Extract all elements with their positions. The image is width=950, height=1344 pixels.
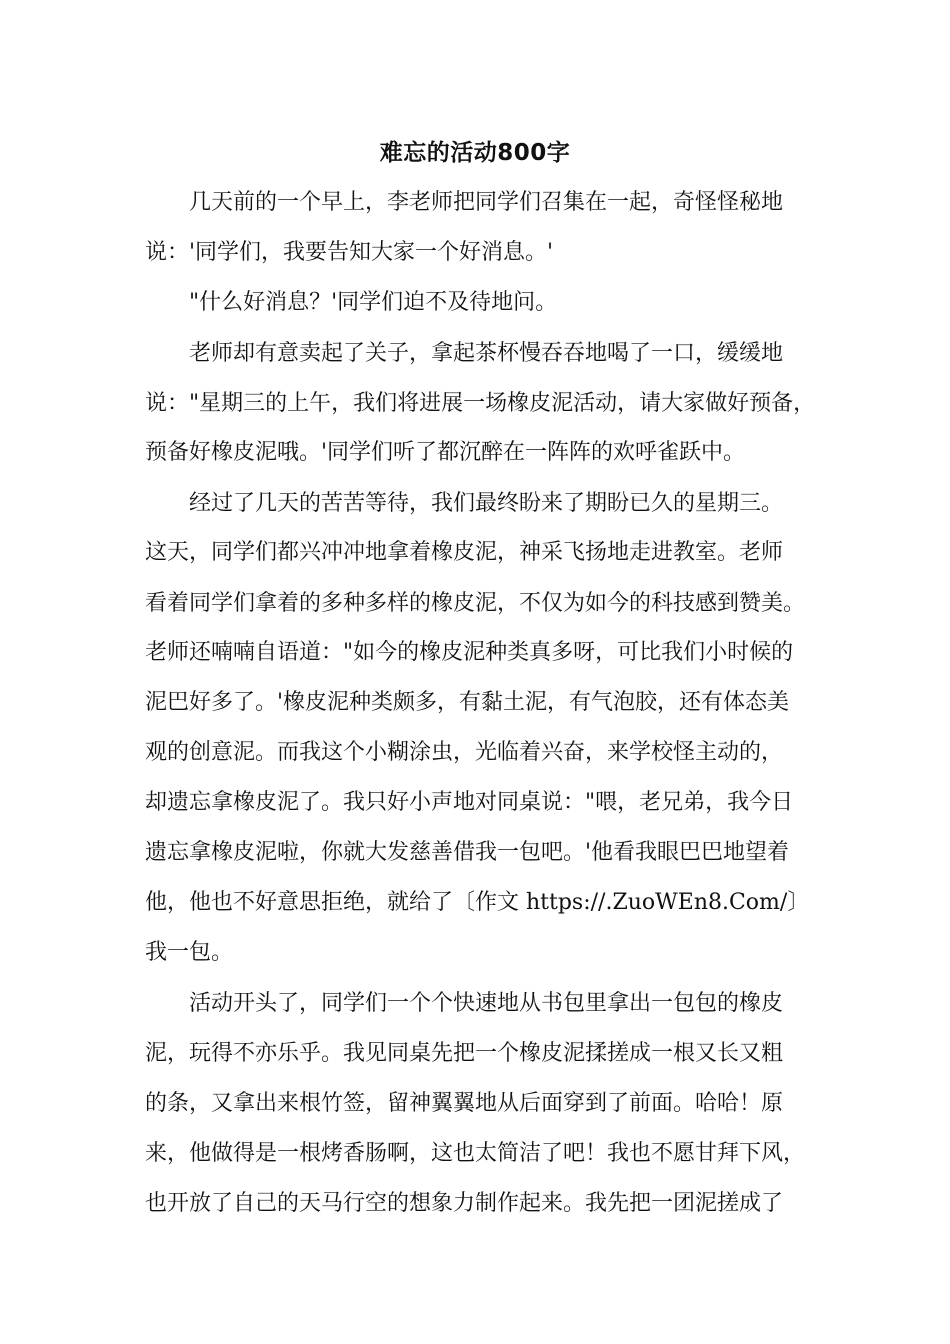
paragraph-line: 这天，同学们都兴冲冲地拿着橡皮泥，神采飞扬地走进教室。老师 (145, 540, 784, 565)
paragraph-line: 说：'同学们，我要告知大家一个好消息。' (145, 240, 554, 265)
paragraph-line: 说："星期三的上午，我们将进展一场橡皮泥活动，请大家做好预备， (145, 391, 816, 416)
paragraph-line: 活动开头了，同学们一个个快速地从书包里拿出一包包的橡皮 (145, 991, 784, 1016)
paragraph-line: 却遗忘拿橡皮泥了。我只好小声地对同桌说："喂，老兄弟，我今日 (145, 790, 794, 815)
paragraph-line: 的条，又拿出来根竹签，留神翼翼地从后面穿到了前面。哈哈！原 (145, 1091, 784, 1116)
paragraph-line: 他，他也不好意思拒绝，就给了〔作文 https://.ZuoWEn8.Com/〕 (145, 890, 810, 915)
paragraph-line: 经过了几天的苦苦等待，我们最终盼来了期盼已久的星期三。 (145, 491, 784, 516)
paragraph-line: 观的创意泥。而我这个小糊涂虫，光临着兴奋，来学校怪主动的， (145, 740, 784, 765)
paragraph-line: 我一包。 (145, 940, 234, 965)
document-title: 难忘的活动800字 (379, 140, 571, 166)
paragraph-line: 遗忘拿橡皮泥啦，你就大发慈善借我一包吧。'他看我眼巴巴地望着 (145, 840, 790, 865)
paragraph-line: 几天前的一个早上，李老师把同学们召集在一起，奇怪怪秘地 (145, 190, 784, 215)
paragraph-line: 老师却有意卖起了关子，拿起茶杯慢吞吞地喝了一口，缓缓地 (145, 341, 784, 366)
paragraph-line: 也开放了自己的天马行空的想象力制作起来。我先把一团泥搓成了 (145, 1191, 784, 1216)
paragraph-line: 预备好橡皮泥哦。'同学们听了都沉醉在一阵阵的欢呼雀跃中。 (145, 440, 746, 465)
paragraph-line: 泥巴好多了。'橡皮泥种类颇多，有黏土泥，有气泡胶，还有体态美 (145, 690, 790, 715)
paragraph-line: "什么好消息？'同学们迫不及待地问。 (145, 290, 558, 315)
paragraph-line: 看着同学们拿着的多种多样的橡皮泥，不仅为如今的科技感到赞美。 (145, 591, 806, 616)
paragraph-line: 泥，玩得不亦乐乎。我见同桌先把一个橡皮泥揉搓成一根又长又粗 (145, 1041, 784, 1066)
paragraph-line: 老师还喃喃自语道："如今的橡皮泥种类真多呀，可比我们小时候的 (145, 640, 794, 665)
paragraph-line: 来，他做得是一根烤香肠啊，这也太简洁了吧！我也不愿甘拜下风， (145, 1141, 806, 1166)
